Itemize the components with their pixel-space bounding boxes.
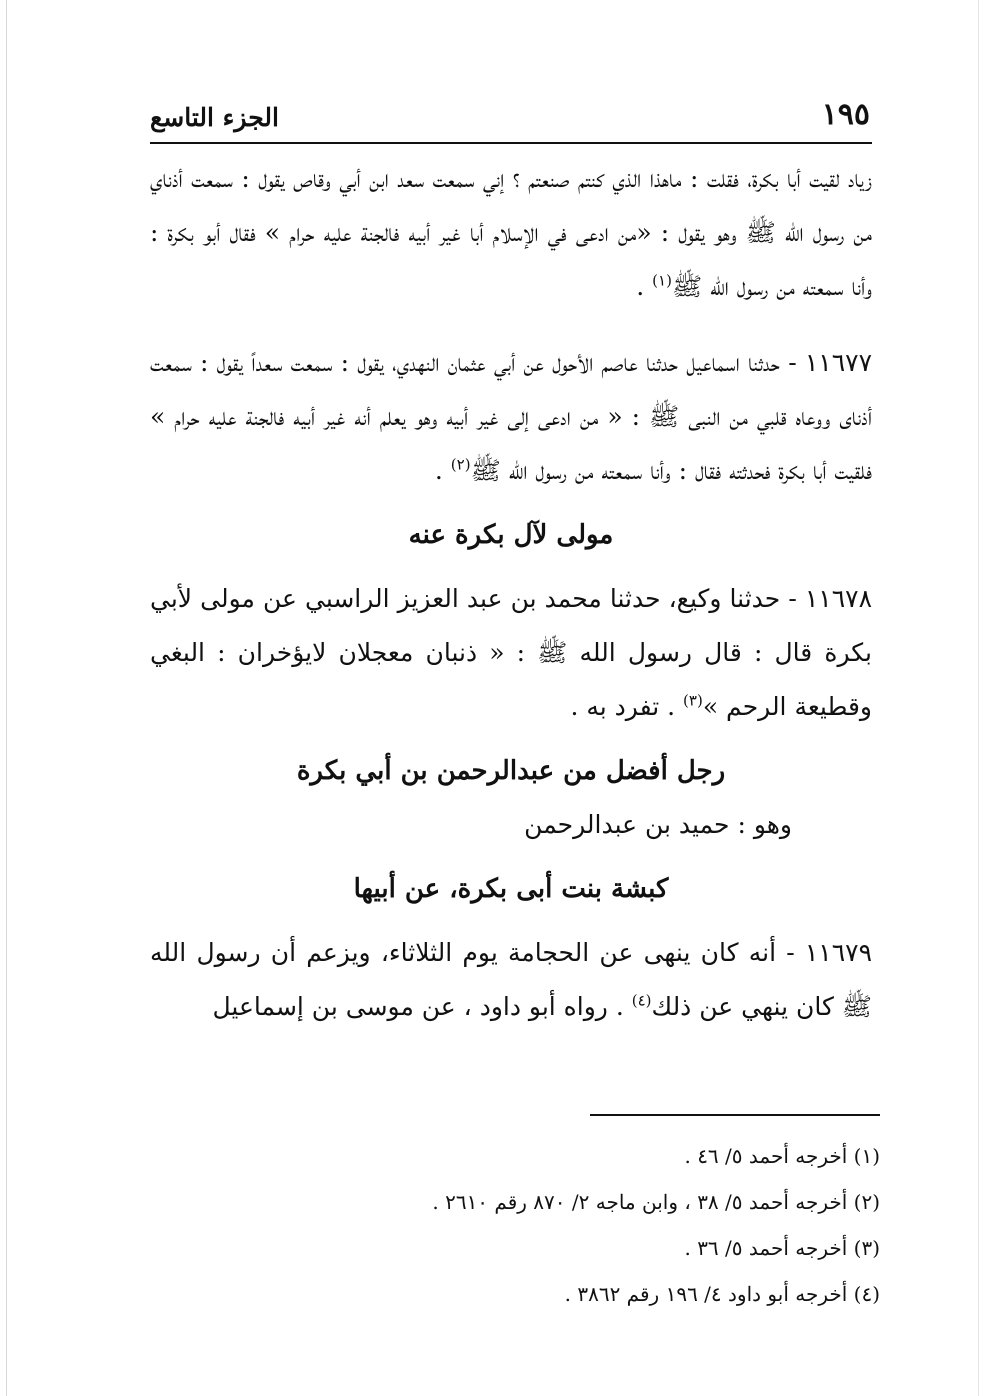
hadith-11679 — [150, 926, 872, 1034]
section-heading: كبشة بنت أبى بكرة، عن أبيها — [353, 874, 669, 904]
paragraph-text: زياد لقيت أبا بكرة، فقلت : ماهذا الذي كنتم صنعتم ؟ إني سمعت سعد ابن أبي وقاص يقول : سمعت أذناي من رسول الله ﷺ وهو يقول : «من ادعى في الإسلام أبا غير أبيه فالجنة عليه حرام » فقال أبو بكرة : وأنا سمعته من رسول الله ﷺ — [150, 164, 872, 301]
section-heading: مولى لآل بكرة عنه — [408, 520, 614, 550]
footnote-item: (١) أخرجه أحمد ٥/ ٤٦ . — [684, 1144, 880, 1168]
footnote-ref-3: (٣) — [683, 691, 703, 710]
hadith-11678 — [150, 572, 872, 734]
paragraph-text: - حدثنا اسماعيل حدثنا عاصم الأحول عن أبي عثمان النهدي، يقول : سمعت سعداً يقول : سمعت أذناى ووعاه قلبي من النبى ﷺ : « من ادعى إلى غير أبيه وهو يعلم أنه غير أبيه فالجنة عليه حرام » فلقيت أبا بكرة فحدثته فقال : وأنا سمعته من رسول الله ﷺ — [150, 348, 872, 485]
paragraph-end: . — [434, 456, 451, 485]
hadith-number: ١١٦٧٩ — [804, 938, 872, 967]
footnote-ref-2: (٢) — [450, 455, 471, 474]
section-heading: رجل أفضل من عبدالرحمن بن أبي بكرة — [296, 756, 726, 786]
footnote-rule — [590, 1114, 880, 1116]
section-subline: وهو : حميد بن عبدالرحمن — [524, 810, 792, 839]
main-text — [150, 152, 872, 1034]
paragraph-text: - حدثنا وكيع، حدثنا محمد بن عبد العزيز الراسبي عن مولى لأبي بكرة قال : قال رسول الله ﷺ : « ذنبان معجلان لايؤخران : البغي وقطيعة الرحم » — [150, 584, 872, 721]
hadith-number: ١١٦٧٨ — [804, 584, 872, 613]
footnote-item: (٤) أخرجه أبو داود ٤/ ١٩٦ رقم ٣٨٦٢ . — [564, 1282, 880, 1306]
running-title: الجزء التاسع — [150, 103, 279, 132]
footnote-ref-4: (٤) — [631, 991, 652, 1010]
header-rule — [150, 142, 872, 144]
page-number: ١٩٥ — [821, 97, 870, 132]
page-header — [150, 88, 870, 132]
footnote-item: (٢) أخرجه أحمد ٥/ ٣٨ ، وابن ماجه ٢/ ٨٧٠ رقم ٢٦١٠ . — [432, 1190, 880, 1214]
paragraph-text: - أنه كان ينهى عن الحجامة يوم الثلاثاء، ويزعم أن رسول الله ﷺ كان ينهي عن ذلك — [150, 938, 872, 1021]
scan-edge-left — [6, 0, 7, 1396]
footnote-ref-1: (١) — [652, 271, 672, 290]
footnote-item: (٣) أخرجه أحمد ٥/ ٣٦ . — [684, 1236, 880, 1260]
scan-edge-right — [978, 0, 979, 1396]
paragraph-end: . رواه أبو داود ، عن موسى بن إسماعيل — [212, 992, 632, 1021]
hadith-number: ١١٦٧٧ — [804, 348, 872, 377]
paragraph-end: . تفرد به . — [570, 692, 684, 721]
footnotes — [150, 1133, 880, 1317]
paragraph-end: . — [636, 272, 653, 301]
paragraph-continuation — [150, 152, 872, 314]
hadith-11677 — [150, 336, 872, 498]
